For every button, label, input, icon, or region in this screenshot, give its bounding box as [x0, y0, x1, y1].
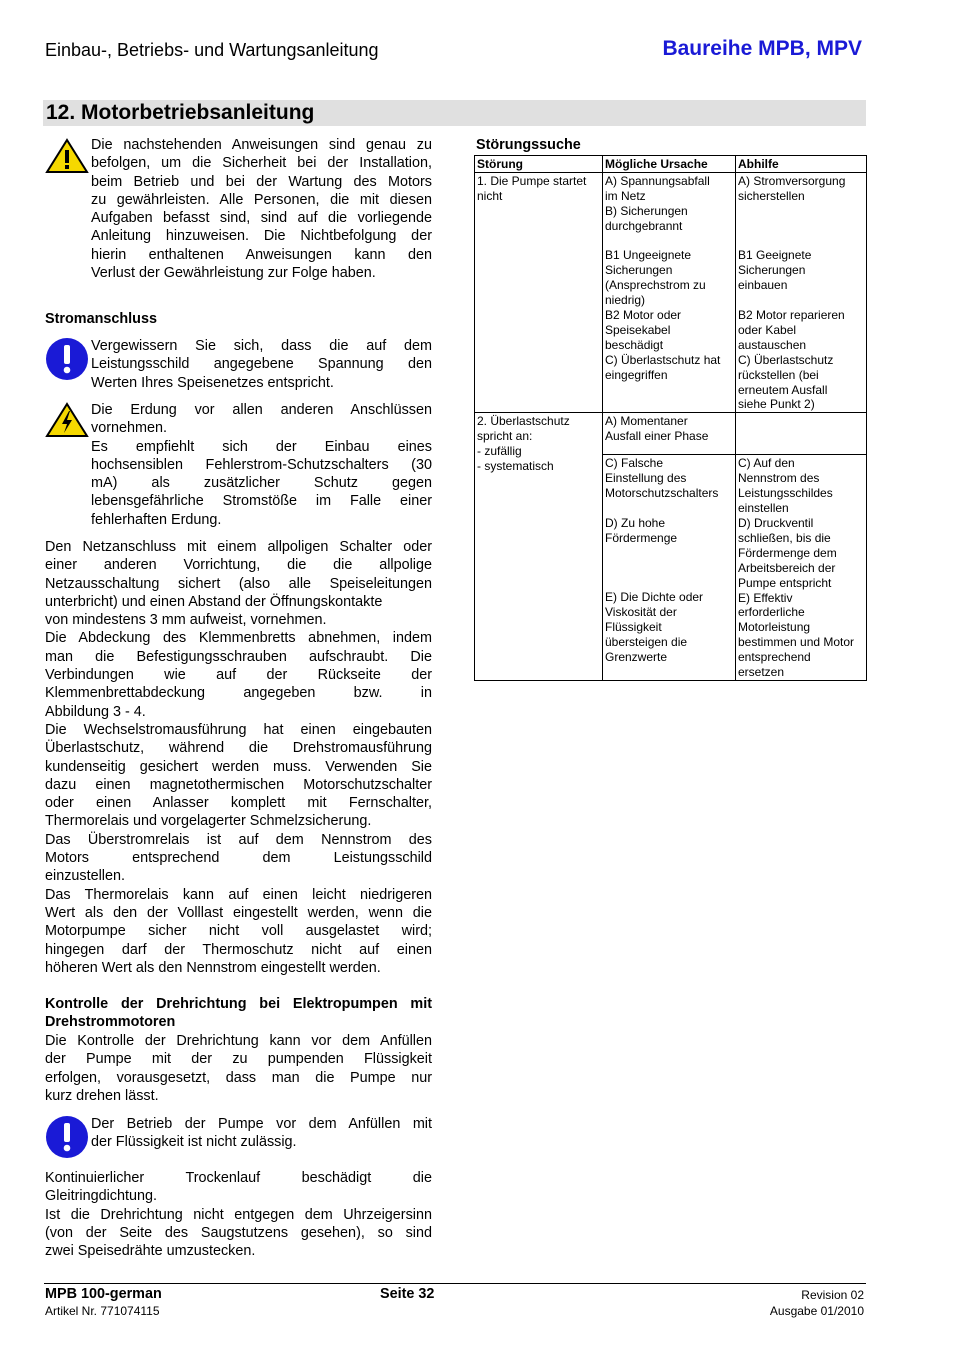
text-line: Netzausschaltung sichert (also alle Speiseleitungen: [45, 575, 432, 592]
text-line: Vergewissern Sie sich, dass die auf dem: [91, 338, 432, 354]
text-line: Kontinuierlicher Trockenlauf beschädigt die: [45, 1170, 432, 1186]
text-line: Der Betrieb der Pumpe vor dem Anfüllen mit: [91, 1116, 432, 1132]
text-line: der Flüssigkeit ist nicht zulässig.: [91, 1134, 297, 1151]
text-line: hochsensiblen Fehlerstrom-Schutzschalters (30: [91, 456, 432, 473]
text-line: dazu einen magnetothermischen Motorschutzschalter: [45, 776, 432, 793]
cell-line: B) Sicherungen: [605, 203, 688, 218]
cell-line: einbauen: [738, 278, 788, 293]
cell-line: E) Die Dichte oder: [605, 590, 704, 605]
cell-line: beschädigt: [605, 337, 664, 352]
cell-line: bestimmen und Motor: [738, 635, 855, 650]
cell-line: austauschen: [738, 337, 807, 352]
text-line: unterbricht) und einen Abstand der Öffnungskontakte: [45, 593, 383, 610]
cell-line: Motorleistung: [738, 620, 811, 635]
cell-line: Arbeitsbereich der: [738, 560, 836, 575]
footer-divider: [44, 1283, 866, 1284]
text-line: Drehstrommotoren: [45, 1014, 176, 1031]
cell-line: D) Druckventil: [738, 515, 814, 530]
text-line: der Pumpe mit der zu pumpenden Flüssigkeit: [45, 1051, 432, 1068]
cell-line: rückstellen (bei: [738, 367, 819, 382]
cell-line: erforderliche: [738, 605, 805, 620]
cell-line: A) Stromversorgung: [738, 173, 846, 188]
cell-line: Einstellung des: [605, 471, 687, 486]
troubleshooting-title: Störungssuche: [476, 137, 581, 153]
info-exclamation-icon: [45, 1115, 89, 1159]
cell-line: B2 Motor oder: [605, 308, 682, 323]
rotation-text: [45, 1032, 432, 1105]
rotation-heading: [45, 995, 432, 1032]
text-line: Den Netzanschluss mit einem allpoligen Schalter oder: [45, 539, 432, 555]
header-left: Einbau-, Betriebs- und Wartungsanleitung: [45, 40, 379, 60]
text-line: hingegen darf der Thermoschutz nicht auf einen: [45, 941, 432, 958]
text-line: Thermorelais und vorgelagerter Schmelzsicherung.: [45, 813, 372, 830]
body-text: [45, 538, 432, 977]
text-line: hierin enthaltenen Anweisungen kann den: [91, 246, 432, 263]
note-ground: [91, 401, 432, 529]
cell-line: A) Momentaner: [605, 414, 688, 429]
cell-line: Viskosität der: [605, 605, 677, 620]
cell-line: A) Spannungsabfall: [605, 173, 710, 188]
text-line: von mindestens 3 mm aufweist, vornehmen.: [45, 612, 327, 629]
cell-line: eingegriffen: [605, 367, 668, 382]
cell-line: Fördermenge: [605, 530, 678, 545]
cell-line: ersetzen: [738, 665, 785, 680]
cell-line: niedrig): [605, 293, 646, 308]
text-line: Das Überstromrelais ist auf dem Nennstrom des: [45, 831, 432, 848]
warning-intro-text: [91, 136, 432, 282]
cause-cell: [603, 455, 736, 681]
cell-line: Fördermenge dem: [738, 545, 837, 560]
cell-line: - systematisch: [477, 459, 554, 474]
cell-line: C) Überlastschutz hat: [605, 352, 721, 367]
text-line: fehlerhaften Erdung.: [91, 511, 222, 528]
text-line: Abbildung 3 - 4.: [45, 703, 146, 720]
text-line: Die Wechselstromausführung hat einen eingebauten: [45, 721, 432, 738]
text-line: zu gewährleisten. Alle Personen, die mit diesen: [91, 191, 432, 208]
text-line: erfolgen, vorausgesetzt, dass man die Pumpe nur: [45, 1069, 432, 1086]
text-line: lebensgefährliche Stromstöße im Falle einer: [91, 493, 432, 510]
text-line: Das Thermorelais kann auf einen leicht niedrigeren: [45, 886, 432, 903]
text-line: Verlust der Gewährleistung zur Folge haben.: [91, 265, 376, 282]
table-row: [475, 172, 867, 412]
remedy-cell: [736, 172, 867, 412]
cell-line: D) Zu hohe: [605, 515, 666, 530]
cell-line: sicherstellen: [738, 188, 805, 203]
footer-revision: Revision 02: [801, 1288, 864, 1302]
text-line: Die Abdeckung des Klemmenbretts abnehmen, indem: [45, 630, 432, 647]
text-line: beim Betrieb und bei der Wartung des Motors: [91, 173, 432, 190]
section-title: 12. Motorbetriebsanleitung: [46, 101, 315, 124]
text-line: Wert als den der Volllast eingestellt werden, wenn die: [45, 904, 432, 921]
text-line: einer anderen Vorrichtung, die die allpolige: [45, 557, 432, 574]
remedy-cell: [736, 413, 867, 455]
text-line: Kontrolle der Drehrichtung bei Elektropumpen mit: [45, 996, 432, 1012]
fault-cell: [475, 413, 603, 681]
table-row: [475, 413, 867, 455]
cause-cell: [603, 413, 736, 455]
cell-line: nicht: [477, 188, 503, 203]
text-line: Die Erdung vor allen anderen Anschlüssen: [91, 402, 432, 418]
text-line: Klemmenbrettabdeckung angegeben bzw. in: [45, 685, 432, 702]
text-line: oder einen Anlasser komplett mit Fernschalter,: [45, 795, 432, 812]
column-header: Störung: [475, 156, 603, 173]
cell-line: Sicherungen: [605, 263, 673, 278]
cell-line: Leistungsschildes: [738, 486, 833, 501]
text-line: man die Befestigungsschrauben aufschraubt. Die: [45, 648, 432, 665]
fault-cell: [475, 172, 603, 412]
cell-line: C) Falsche: [605, 456, 664, 471]
text-line: vornehmen.: [91, 420, 167, 437]
cell-line: Grenzwerte: [605, 650, 668, 665]
text-line: einzustellen.: [45, 868, 125, 885]
cell-line: - zufällig: [477, 444, 522, 459]
cell-line: schließen, bis die: [738, 530, 831, 545]
cell-line: entsprechend: [738, 650, 811, 665]
cell-line: spricht an:: [477, 429, 533, 444]
text-line: Es empfiehlt sich der Einbau eines: [91, 438, 432, 455]
cell-line: 2. Überlastschutz: [477, 414, 570, 429]
text-line: Motors entsprechend dem Leistungsschild: [45, 850, 432, 867]
cell-line: erneutem Ausfall: [738, 382, 828, 397]
text-line: Leistungsschild angegebene Spannung den: [91, 356, 432, 373]
text-line: (von der Seite des Saugstutzens gesehen), so sind: [45, 1224, 432, 1241]
cell-line: C) Überlastschutz: [738, 352, 834, 367]
text-line: Die Kontrolle der Drehrichtung kann vor dem Anfüllen: [45, 1033, 432, 1049]
electric-hazard-icon: [45, 402, 89, 438]
cause-cell: [603, 172, 736, 412]
warning-icon: [45, 138, 89, 174]
info-exclamation-icon: [45, 337, 89, 381]
column-header: Mögliche Ursache: [603, 156, 736, 173]
cell-line: Pumpe entspricht: [738, 575, 832, 590]
cell-line: durchgebrannt: [605, 218, 683, 233]
cell-line: übersteigen die: [605, 635, 688, 650]
text-line: Überlastschutz, während die Drehstromausführung: [45, 740, 432, 757]
cell-line: oder Kabel: [738, 322, 797, 337]
footer-page: Seite 32: [380, 1286, 435, 1302]
text-line: kundenseitig gesichert werden muss. Verwenden Sie: [45, 758, 432, 775]
text-line: Ist die Drehrichtung nicht entgegen dem Uhrzeigersinn: [45, 1206, 432, 1223]
text-line: Motorpumpe sicher nicht voll ausgelastet wird;: [45, 923, 432, 940]
text-line: höheren Wert als den Nennstrom eingestellt werden.: [45, 959, 381, 976]
text-line: zwei Speisedrähte umzustecken.: [45, 1243, 256, 1260]
text-line: befolgen, um die Sicherheit bei der Installation,: [91, 155, 432, 172]
cell-line: 1. Die Pumpe startet: [477, 173, 587, 188]
cell-line: Flüssigkeit: [605, 620, 662, 635]
cell-line: Sicherungen: [738, 263, 806, 278]
cell-line: B1 Ungeeignete: [605, 248, 692, 263]
note-voltage: [91, 337, 432, 392]
cell-line: Motorschutzschalters: [605, 486, 719, 501]
footer-doc: MPB 100-german: [45, 1286, 162, 1302]
cell-line: einstellen: [738, 501, 789, 516]
footer-article: Artikel Nr. 771074115: [45, 1304, 160, 1318]
table-header-row: [475, 156, 867, 173]
column-header: Abhilfe: [736, 156, 867, 173]
text-line: Werten Ihres Speisenetzes entspricht.: [91, 374, 334, 391]
cell-line: Nennstrom des: [738, 471, 820, 486]
text-line: mA) als zusätzlicher Schutz gegen: [91, 475, 432, 492]
cell-line: E) Effektiv: [738, 590, 793, 605]
cell-line: Ausfall einer Phase: [605, 429, 709, 444]
cell-line: C) Auf den: [738, 456, 795, 471]
stromanschluss-heading: Stromanschluss: [45, 311, 157, 327]
troubleshooting-table: [474, 155, 867, 681]
dry-run-text: [45, 1169, 432, 1260]
note-dry-run: [91, 1115, 432, 1152]
cell-line: B2 Motor reparieren: [738, 308, 845, 322]
cell-line: (Ansprechstrom zu: [605, 278, 706, 293]
text-line: Die nachstehenden Anweisungen sind genau zu: [91, 137, 432, 153]
text-line: Gleitringdichtung.: [45, 1188, 157, 1205]
remedy-cell: [736, 455, 867, 681]
text-line: Aufgaben befasst sind, sind auf die vorliegende: [91, 210, 432, 227]
header-right: Baureihe MPB, MPV: [662, 37, 862, 60]
text-line: Verbindungen wie auf der Rückseite der: [45, 667, 432, 684]
text-line: kurz drehen lässt.: [45, 1087, 159, 1104]
text-line: Anleitung hinzuweisen. Die Nichtbefolgung der: [91, 228, 432, 245]
cell-line: siehe Punkt 2): [738, 397, 815, 412]
cell-line: Speisekabel: [605, 322, 671, 337]
cell-line: im Netz: [605, 188, 646, 203]
footer-edition: Ausgabe 01/2010: [769, 1304, 864, 1318]
cell-line: B1 Geeignete: [738, 248, 812, 263]
